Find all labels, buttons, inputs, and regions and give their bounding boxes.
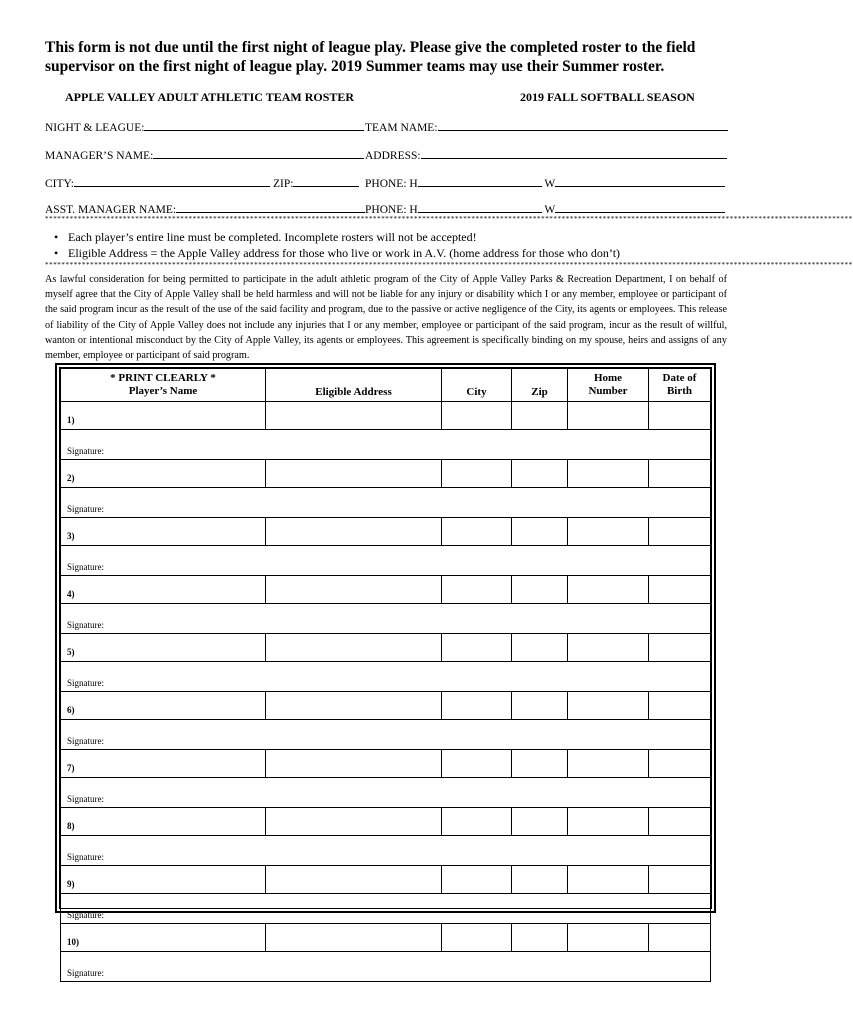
home-number-cell[interactable] [568, 750, 649, 778]
signature-cell[interactable]: Signature: [61, 662, 711, 692]
city-cell[interactable] [442, 750, 512, 778]
form-title: APPLE VALLEY ADULT ATHLETIC TEAM ROSTER [65, 90, 355, 104]
signature-row [61, 720, 711, 750]
player-name-cell[interactable]: 8) [61, 808, 266, 836]
roster-table [60, 368, 711, 982]
signature-cell[interactable]: Signature: [61, 546, 711, 576]
season-title: 2019 FALL SOFTBALL SEASON [520, 90, 695, 104]
player-name-cell[interactable]: 10) [61, 924, 266, 952]
instructions-list [68, 229, 620, 261]
dob-cell[interactable] [649, 866, 711, 894]
table-row [61, 750, 711, 778]
player-name-cell[interactable]: 2) [61, 460, 266, 488]
managers-name-field[interactable] [45, 148, 364, 162]
asst-phone-home-blank[interactable] [418, 202, 542, 213]
table-row [61, 402, 711, 430]
signature-cell[interactable]: Signature: [61, 836, 711, 866]
address-label: ADDRESS: [365, 150, 421, 162]
home-number-cell[interactable] [568, 460, 649, 488]
table-row [61, 518, 711, 546]
address-cell[interactable] [266, 808, 442, 836]
city-cell[interactable] [442, 808, 512, 836]
zip-field[interactable] [273, 176, 359, 190]
col-date-of-birth: Date of Birth [649, 369, 711, 402]
home-number-cell[interactable] [568, 924, 649, 952]
address-cell[interactable] [266, 924, 442, 952]
phone-home-blank[interactable] [418, 176, 542, 187]
signature-row [61, 662, 711, 692]
signature-cell[interactable]: Signature: [61, 778, 711, 808]
player-name-cell[interactable]: 9) [61, 866, 266, 894]
player-name-cell[interactable]: 1) [61, 402, 266, 430]
asst-phone-label: PHONE: H [365, 204, 418, 216]
col-city: City [442, 369, 512, 402]
team-name-field[interactable] [365, 120, 728, 134]
zip-label: ZIP: [273, 178, 294, 190]
asst-manager-field[interactable] [45, 202, 365, 216]
phone-work-blank[interactable] [555, 176, 725, 187]
zip-cell[interactable] [512, 692, 568, 720]
signature-row [61, 488, 711, 518]
city-cell[interactable] [442, 402, 512, 430]
dob-cell[interactable] [649, 924, 711, 952]
star-divider-bottom: ***************************************************************************************************************************************************************************************************** [45, 261, 853, 269]
address-cell[interactable] [266, 866, 442, 894]
table-row [61, 866, 711, 894]
col-home-number: Home Number [568, 369, 649, 402]
address-cell[interactable] [266, 518, 442, 546]
home-number-cell[interactable] [568, 692, 649, 720]
phone-work-label: W [544, 178, 556, 190]
city-cell[interactable] [442, 924, 512, 952]
address-cell[interactable] [266, 402, 442, 430]
table-row [61, 924, 711, 952]
zip-cell[interactable] [512, 576, 568, 604]
phone-field[interactable] [365, 176, 725, 190]
address-cell[interactable] [266, 692, 442, 720]
roster-table-frame [55, 363, 716, 978]
home-number-cell[interactable] [568, 808, 649, 836]
player-name-cell[interactable]: 7) [61, 750, 266, 778]
table-row [61, 576, 711, 604]
address-cell[interactable] [266, 750, 442, 778]
signature-row [61, 894, 711, 924]
signature-cell[interactable]: Signature: [61, 430, 711, 460]
city-cell[interactable] [442, 518, 512, 546]
city-cell[interactable] [442, 634, 512, 662]
zip-cell[interactable] [512, 808, 568, 836]
table-row [61, 808, 711, 836]
signature-row [61, 546, 711, 576]
dob-cell[interactable] [649, 518, 711, 546]
signature-row [61, 836, 711, 866]
liability-waiver: As lawful consideration for being permitted to participate in the adult athletic program of the City of Apple Valley Parks & Recreation Department, I on behalf of myself agree that the City of Apple Valley shall be held harmless and will not be liable for any injury or disability which I or any member, employee or participant of the said program incur as the result of the use of the said facility and program, due to the passive or active negligence of the City, its agents or employees. This release of liability of the City of Apple Valley does not include any injuries that I or any member, employee or participant of the said program, incur as the result of willful, wanton or intentional misconduct by the City of Apple Valley, its agents or employees. This agreement is specifically binding on my spouse, heirs and assigns of any member, employee or participant of said program. [45, 274, 727, 362]
signature-cell[interactable]: Signature: [61, 952, 711, 982]
night-league-field[interactable] [45, 120, 364, 134]
dob-cell[interactable] [649, 634, 711, 662]
city-cell[interactable] [442, 576, 512, 604]
team-name-label: TEAM NAME: [365, 122, 438, 134]
zip-blank[interactable] [293, 176, 359, 187]
dob-cell[interactable] [649, 460, 711, 488]
dob-cell[interactable] [649, 402, 711, 430]
zip-cell[interactable] [512, 518, 568, 546]
zip-cell[interactable] [512, 866, 568, 894]
signature-row [61, 604, 711, 634]
city-cell[interactable] [442, 460, 512, 488]
table-row [61, 692, 711, 720]
asst-phone-work-label: W [544, 204, 556, 216]
signature-row [61, 778, 711, 808]
form-notice: This form is not due until the first night of league play. Please give the completed roster to the field supervisor on the first night of league play. 2019 Summer teams may use their Summer roster. [45, 39, 696, 75]
city-cell[interactable] [442, 866, 512, 894]
col-player-name: * PRINT CLEARLY * Player’s Name [61, 369, 266, 402]
dob-cell[interactable] [649, 576, 711, 604]
asst-phone-field[interactable] [365, 202, 725, 216]
star-divider-top: ***************************************************************************************************************************************************************************************************** [45, 215, 853, 223]
dob-cell[interactable] [649, 808, 711, 836]
signature-cell[interactable]: Signature: [61, 894, 711, 924]
player-name-cell[interactable]: 4) [61, 576, 266, 604]
signature-cell[interactable]: Signature: [61, 720, 711, 750]
dob-cell[interactable] [649, 692, 711, 720]
address-blank[interactable] [421, 148, 727, 159]
asst-manager-label: ASST. MANAGER NAME: [45, 204, 177, 216]
signature-row [61, 952, 711, 982]
instruction-item: • Each player’s entire line must be completed. Incomplete rosters will not be accepted! [68, 229, 620, 245]
signature-row [61, 430, 711, 460]
home-number-cell[interactable] [568, 866, 649, 894]
asst-manager-blank[interactable] [176, 202, 365, 213]
table-row [61, 460, 711, 488]
home-number-cell[interactable] [568, 402, 649, 430]
asst-phone-work-blank[interactable] [555, 202, 725, 213]
zip-cell[interactable] [512, 634, 568, 662]
home-number-cell[interactable] [568, 518, 649, 546]
city-label: CITY: [45, 178, 74, 190]
zip-cell[interactable] [512, 750, 568, 778]
team-name-blank[interactable] [438, 120, 728, 131]
night-league-blank[interactable] [144, 120, 364, 131]
dob-cell[interactable] [649, 750, 711, 778]
col-eligible-address: Eligible Address [266, 369, 442, 402]
table-row [61, 634, 711, 662]
signature-cell[interactable]: Signature: [61, 604, 711, 634]
zip-cell[interactable] [512, 924, 568, 952]
player-name-cell[interactable]: 3) [61, 518, 266, 546]
instruction-item: • Eligible Address = the Apple Valley address for those who live or work in A.V. (home address for those who don’t) [68, 245, 620, 261]
phone-label: PHONE: H [365, 178, 418, 190]
night-league-label: NIGHT & LEAGUE: [45, 122, 145, 134]
managers-name-label: MANAGER’S NAME: [45, 150, 154, 162]
managers-name-blank[interactable] [153, 148, 364, 159]
player-name-cell[interactable]: 5) [61, 634, 266, 662]
city-field[interactable] [45, 176, 270, 190]
zip-cell[interactable] [512, 402, 568, 430]
home-number-cell[interactable] [568, 576, 649, 604]
city-cell[interactable] [442, 692, 512, 720]
address-cell[interactable] [266, 576, 442, 604]
home-number-cell[interactable] [568, 634, 649, 662]
signature-cell[interactable]: Signature: [61, 488, 711, 518]
player-name-cell[interactable]: 6) [61, 692, 266, 720]
address-field[interactable] [365, 148, 727, 162]
col-zip: Zip [512, 369, 568, 402]
address-cell[interactable] [266, 460, 442, 488]
city-blank[interactable] [74, 176, 270, 187]
address-cell[interactable] [266, 634, 442, 662]
zip-cell[interactable] [512, 460, 568, 488]
